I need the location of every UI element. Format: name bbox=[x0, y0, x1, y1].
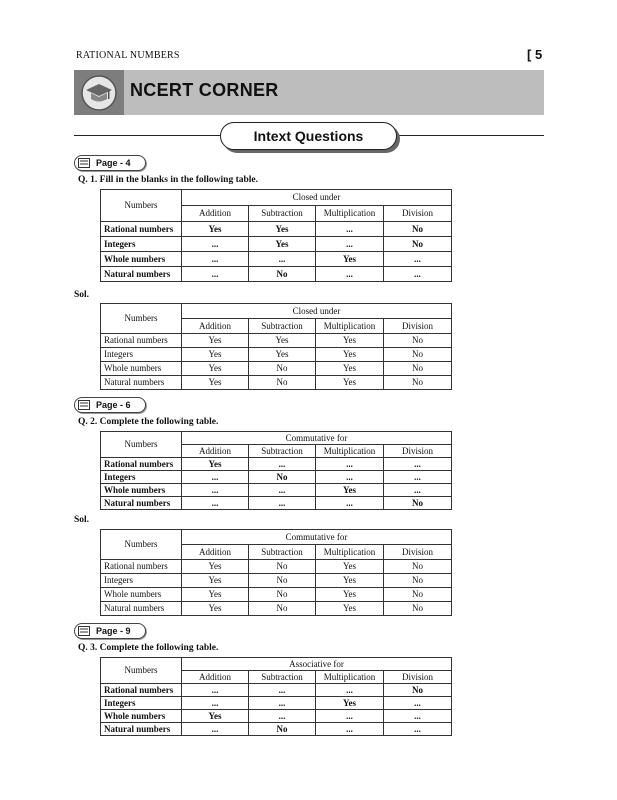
col-header: Division bbox=[384, 671, 452, 684]
group-header: Associative for bbox=[182, 658, 452, 671]
row-label: Integers bbox=[101, 697, 182, 710]
table-row bbox=[101, 484, 452, 497]
banner-title: NCERT CORNER bbox=[130, 80, 279, 100]
cell: No bbox=[249, 362, 316, 376]
cell: ... bbox=[249, 484, 316, 497]
row-label: Natural numbers bbox=[101, 267, 182, 282]
row-label: Whole numbers bbox=[101, 362, 182, 376]
numbers-header: Numbers bbox=[101, 304, 182, 334]
table-row bbox=[101, 684, 452, 697]
cell: ... bbox=[316, 497, 384, 510]
col-header: Addition bbox=[182, 671, 249, 684]
q1-table bbox=[100, 189, 452, 282]
cell: No bbox=[384, 376, 452, 390]
table-row bbox=[101, 252, 452, 267]
question-3: Q. 3. Complete the following table. bbox=[78, 643, 219, 653]
row-label: Natural numbers bbox=[101, 376, 182, 390]
col-header: Division bbox=[384, 545, 452, 560]
book-icon bbox=[78, 626, 90, 636]
cell: ... bbox=[316, 710, 384, 723]
cell: ... bbox=[182, 697, 249, 710]
table-row bbox=[101, 697, 452, 710]
s1-table bbox=[100, 303, 452, 390]
cell: ... bbox=[316, 471, 384, 484]
cell: No bbox=[384, 222, 452, 237]
cell: Yes bbox=[316, 697, 384, 710]
col-header: Addition bbox=[182, 319, 249, 334]
cell: ... bbox=[316, 267, 384, 282]
row-label: Whole numbers bbox=[101, 252, 182, 267]
cell: Yes bbox=[182, 602, 249, 616]
table-row bbox=[101, 334, 452, 348]
table-row bbox=[101, 723, 452, 736]
cell: ... bbox=[182, 684, 249, 697]
group-header: Closed under bbox=[182, 304, 452, 319]
cell: Yes bbox=[249, 222, 316, 237]
cell: ... bbox=[182, 471, 249, 484]
col-header: Subtraction bbox=[249, 445, 316, 458]
cell: Yes bbox=[249, 237, 316, 252]
col-header: Addition bbox=[182, 445, 249, 458]
cell: No bbox=[384, 362, 452, 376]
cell: ... bbox=[316, 458, 384, 471]
cell: Yes bbox=[182, 458, 249, 471]
group-header: Closed under bbox=[182, 190, 452, 206]
cell: No bbox=[384, 684, 452, 697]
s2-table bbox=[100, 529, 452, 616]
cell: No bbox=[384, 588, 452, 602]
cell: No bbox=[249, 267, 316, 282]
cell: ... bbox=[182, 237, 249, 252]
page-tag bbox=[74, 623, 146, 639]
cell: ... bbox=[249, 458, 316, 471]
cell: Yes bbox=[316, 362, 384, 376]
cell: Yes bbox=[182, 560, 249, 574]
col-header: Subtraction bbox=[249, 319, 316, 334]
table-row bbox=[101, 497, 452, 510]
cell: ... bbox=[384, 723, 452, 736]
cell: Yes bbox=[316, 588, 384, 602]
cell: Yes bbox=[316, 348, 384, 362]
row-label: Integers bbox=[101, 471, 182, 484]
cell: ... bbox=[384, 267, 452, 282]
cell: No bbox=[249, 602, 316, 616]
cell: ... bbox=[316, 684, 384, 697]
cell: Yes bbox=[316, 602, 384, 616]
cell: ... bbox=[249, 497, 316, 510]
book-icon bbox=[78, 400, 90, 410]
table-row bbox=[101, 710, 452, 723]
question-1: Q. 1. Fill in the blanks in the following table. bbox=[78, 175, 258, 185]
cell: ... bbox=[249, 684, 316, 697]
row-label: Rational numbers bbox=[101, 222, 182, 237]
cell: ... bbox=[384, 471, 452, 484]
table-row bbox=[101, 222, 452, 237]
col-header: Subtraction bbox=[249, 545, 316, 560]
cell: ... bbox=[384, 697, 452, 710]
cell: ... bbox=[182, 252, 249, 267]
cell: ... bbox=[182, 497, 249, 510]
row-label: Integers bbox=[101, 348, 182, 362]
cell: No bbox=[384, 334, 452, 348]
col-header: Multiplication bbox=[316, 206, 384, 222]
row-label: Integers bbox=[101, 237, 182, 252]
page-tag-label: Page - 9 bbox=[96, 626, 131, 636]
col-header: Division bbox=[384, 319, 452, 334]
cell: No bbox=[249, 723, 316, 736]
cell: No bbox=[249, 471, 316, 484]
cell: Yes bbox=[182, 588, 249, 602]
col-header: Addition bbox=[182, 206, 249, 222]
cell: ... bbox=[316, 222, 384, 237]
row-label: Rational numbers bbox=[101, 458, 182, 471]
cell: ... bbox=[384, 458, 452, 471]
row-label: Rational numbers bbox=[101, 334, 182, 348]
table-row bbox=[101, 348, 452, 362]
page-tag bbox=[74, 397, 146, 413]
row-label: Integers bbox=[101, 574, 182, 588]
question-2: Q. 2. Complete the following table. bbox=[78, 417, 219, 427]
row-label: Rational numbers bbox=[101, 684, 182, 697]
row-label: Whole numbers bbox=[101, 710, 182, 723]
table-row bbox=[101, 376, 452, 390]
cell: ... bbox=[384, 252, 452, 267]
page-number: [ 5 bbox=[527, 47, 543, 62]
table-row bbox=[101, 471, 452, 484]
cell: No bbox=[384, 237, 452, 252]
cell: ... bbox=[384, 484, 452, 497]
table-row bbox=[101, 237, 452, 252]
row-label: Rational numbers bbox=[101, 560, 182, 574]
cell: Yes bbox=[316, 376, 384, 390]
book-icon bbox=[78, 158, 90, 168]
col-header: Multiplication bbox=[316, 671, 384, 684]
cell: Yes bbox=[182, 334, 249, 348]
numbers-header: Numbers bbox=[101, 658, 182, 684]
q2-table bbox=[100, 431, 452, 510]
row-label: Natural numbers bbox=[101, 602, 182, 616]
row-label: Natural numbers bbox=[101, 723, 182, 736]
cell: Yes bbox=[249, 334, 316, 348]
section-title: Intext Questions bbox=[220, 122, 397, 150]
cell: Yes bbox=[249, 348, 316, 362]
solution-label: Sol. bbox=[74, 290, 90, 300]
cell: No bbox=[249, 588, 316, 602]
col-header: Division bbox=[384, 445, 452, 458]
cell: No bbox=[384, 348, 452, 362]
cell: Yes bbox=[316, 560, 384, 574]
table-row bbox=[101, 362, 452, 376]
numbers-header: Numbers bbox=[101, 190, 182, 222]
cell: No bbox=[249, 376, 316, 390]
cell: Yes bbox=[316, 334, 384, 348]
numbers-header: Numbers bbox=[101, 432, 182, 458]
row-label: Whole numbers bbox=[101, 484, 182, 497]
col-header: Multiplication bbox=[316, 545, 384, 560]
cell: Yes bbox=[316, 252, 384, 267]
cell: No bbox=[384, 497, 452, 510]
page-tag bbox=[74, 155, 146, 171]
cell: No bbox=[249, 560, 316, 574]
col-header: Multiplication bbox=[316, 319, 384, 334]
graduation-cap-icon bbox=[80, 74, 118, 112]
table-row bbox=[101, 560, 452, 574]
numbers-header: Numbers bbox=[101, 530, 182, 560]
cell: ... bbox=[182, 723, 249, 736]
running-head: RATIONAL NUMBERS bbox=[76, 50, 180, 61]
cell: Yes bbox=[182, 376, 249, 390]
table-row bbox=[101, 267, 452, 282]
cell: Yes bbox=[316, 484, 384, 497]
col-header: Subtraction bbox=[249, 671, 316, 684]
table-row bbox=[101, 574, 452, 588]
col-header: Division bbox=[384, 206, 452, 222]
cell: ... bbox=[182, 484, 249, 497]
cell: ... bbox=[182, 267, 249, 282]
cell: No bbox=[384, 602, 452, 616]
cell: ... bbox=[384, 710, 452, 723]
group-header: Commutative for bbox=[182, 432, 452, 445]
cell: ... bbox=[316, 237, 384, 252]
col-header: Addition bbox=[182, 545, 249, 560]
group-header: Commutative for bbox=[182, 530, 452, 545]
row-label: Natural numbers bbox=[101, 497, 182, 510]
table-row bbox=[101, 602, 452, 616]
cell: ... bbox=[249, 252, 316, 267]
cell: Yes bbox=[182, 362, 249, 376]
table-row bbox=[101, 458, 452, 471]
solution-label: Sol. bbox=[74, 515, 90, 525]
cell: Yes bbox=[182, 710, 249, 723]
table-row bbox=[101, 588, 452, 602]
col-header: Subtraction bbox=[249, 206, 316, 222]
cell: Yes bbox=[182, 222, 249, 237]
cell: ... bbox=[249, 697, 316, 710]
page-tag-label: Page - 6 bbox=[96, 400, 131, 410]
cell: No bbox=[384, 574, 452, 588]
cell: ... bbox=[249, 710, 316, 723]
cell: Yes bbox=[182, 574, 249, 588]
cell: Yes bbox=[316, 574, 384, 588]
row-label: Whole numbers bbox=[101, 588, 182, 602]
col-header: Multiplication bbox=[316, 445, 384, 458]
page-tag-label: Page - 4 bbox=[96, 158, 131, 168]
cell: ... bbox=[316, 723, 384, 736]
cell: Yes bbox=[182, 348, 249, 362]
cell: No bbox=[384, 560, 452, 574]
cell: No bbox=[249, 574, 316, 588]
q3-table bbox=[100, 657, 452, 736]
